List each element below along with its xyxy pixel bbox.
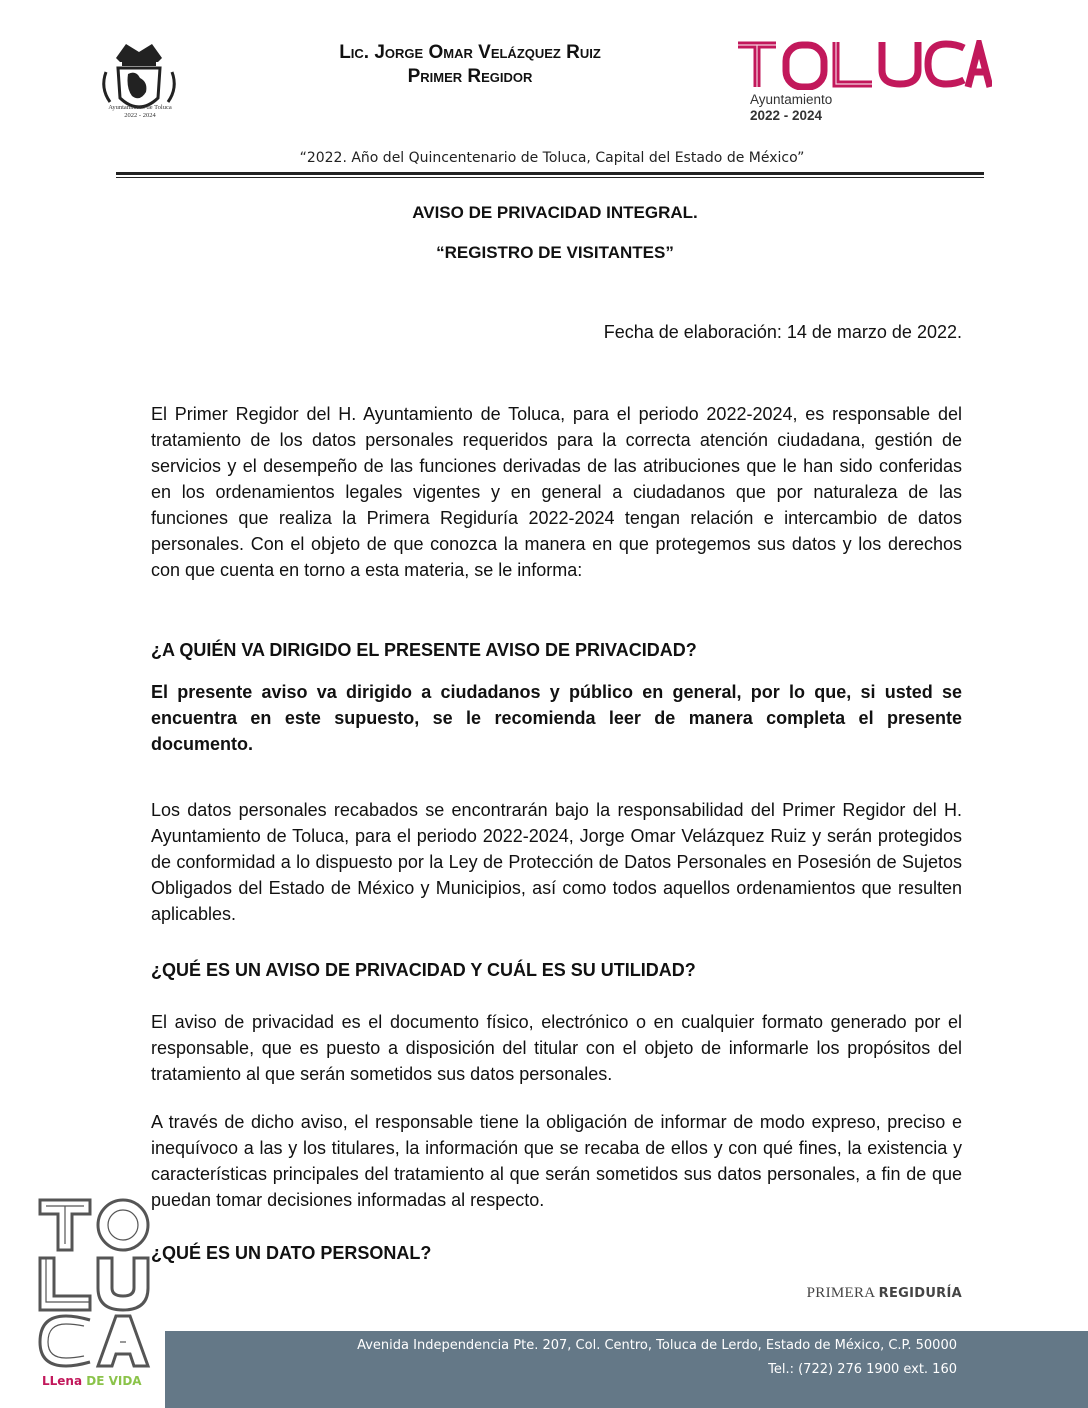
elaboration-date: Fecha de elaboración: 14 de marzo de 2022. — [603, 322, 962, 342]
section-heading-utilidad: ¿QUÉ ES UN AVISO DE PRIVACIDAD Y CUÁL ES SU UTILIDAD? — [151, 960, 696, 980]
seal-caption-line2: 2022 - 2024 — [124, 112, 156, 119]
document-title: AVISO DE PRIVACIDAD INTEGRAL. — [412, 203, 698, 222]
regidor-title: Primer Regidor — [407, 66, 533, 87]
obligacion-paragraph: A través de dicho aviso, el responsable tiene la obligación de informar de modo expreso, preciso e inequívoco a las y los titulares, la información que se recaba de ellos y con qué fines, la existencia y características principales del tratamiento al que serán sometidos sus datos personales, a fin de que puedan tomar decisiones informadas al respecto. — [151, 1112, 962, 1210]
intro-paragraph: El Primer Regidor del H. Ayuntamiento de Toluca, para el periodo 2022-2024, es responsable del tratamiento de los datos personales requeridos para la correcta atención ciudadana, gestión de servicios y el desempeño de las funciones derivadas de las atribuciones que le han sido conferidas en los ordenamientos legales vigentes y en general a ciudadanos que por naturaleza de las funciones que realiza la Primera Regiduría 2022-2024 tengan relación e intercambio de datos personales. Con el objeto de que conozca la manera en que protegemos sus datos y los derechos con que cuenta en torno a esta materia, se le informa: — [151, 404, 962, 580]
header-divider-thin — [116, 177, 984, 178]
department-label-light: PRIMERA — [806, 1285, 875, 1301]
footer-phone: Tel.: (722) 276 1900 ext. 160 — [768, 1362, 957, 1377]
seal-caption — [88, 104, 192, 120]
footer-slogan-de-vida: DE VIDA — [82, 1374, 142, 1388]
toluca-logo — [736, 40, 992, 90]
section-heading-dato-personal: ¿QUÉ ES UN DATO PERSONAL? — [151, 1243, 432, 1263]
seal-caption-line1: Ayuntamiento de Toluca — [108, 104, 172, 111]
footer-address: Avenida Independencia Pte. 207, Col. Centro, Toluca de Lerdo, Estado de México, C.P. 50000 — [357, 1338, 957, 1353]
header-divider — [116, 172, 984, 175]
footer-slogan-llena: LLena — [42, 1374, 83, 1388]
logo-subtitle-ayuntamiento: Ayuntamiento — [750, 92, 833, 107]
dirigido-paragraph: El presente aviso va dirigido a ciudadanos y público en general, por lo que, si usted se encuentra en este supuesto, se le recomienda leer de manera completa el presente documento. — [151, 682, 962, 754]
utilidad-paragraph: El aviso de privacidad es el documento físico, electrónico o en cualquier formato generado por el responsable, que es puesto a disposición del titular con el objeto de informarle los propósitos del tratamiento al que serán sometidos sus datos personales. — [151, 1012, 962, 1084]
logo-subtitle-period: 2022 - 2024 — [750, 108, 823, 123]
responsable-paragraph: Los datos personales recabados se encontrarán bajo la responsabilidad del Primer Regidor del H. Ayuntamiento de Toluca, para el periodo 2022-2024, Jorge Omar Velázquez Ruiz y serán protegidos de conformidad a lo dispuesto por la Ley de Protección de Datos Personales en Posesión de Sujetos Obligados del Estado de México y Municipios, así como todos aquellos ordenamientos que resulten aplicables. — [151, 800, 962, 924]
document-subtitle: “REGISTRO DE VISITANTES” — [436, 243, 674, 262]
regidor-name: Lic. Jorge Omar Velázquez Ruiz — [339, 42, 601, 63]
department-label — [700, 1285, 962, 1302]
department-label-bold: REGIDURÍA — [878, 1286, 962, 1301]
footer-slogan — [42, 1374, 142, 1388]
toluca-stacked-logo — [36, 1196, 152, 1368]
section-heading-dirigido: ¿A QUIÉN VA DIRIGIDO EL PRESENTE AVISO DE PRIVACIDAD? — [151, 640, 697, 660]
header-motto: “2022. Año del Quincentenario de Toluca, Capital del Estado de México” — [299, 150, 805, 166]
